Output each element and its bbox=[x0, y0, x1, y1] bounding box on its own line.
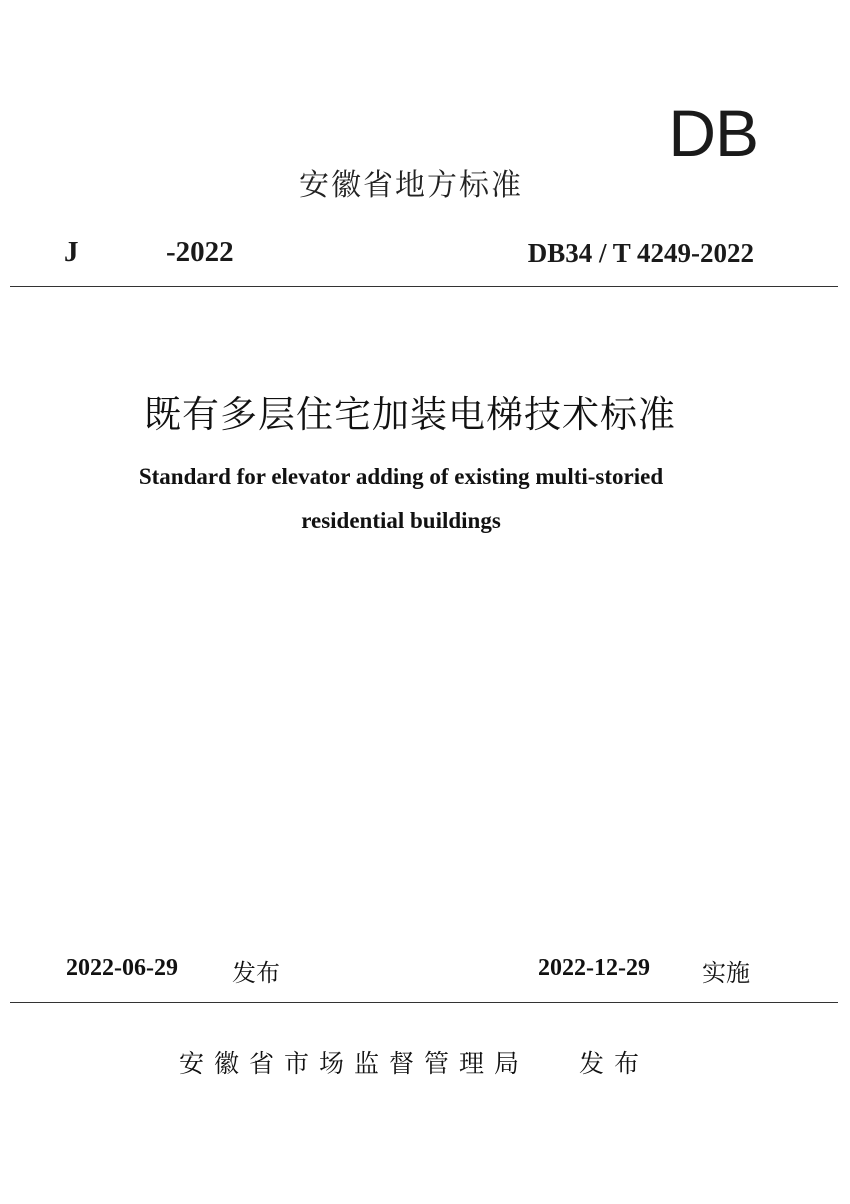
issue-date: 2022-06-29 bbox=[66, 955, 178, 981]
filing-number-prefix: J bbox=[64, 236, 79, 268]
standard-code: DB34 / T 4249-2022 bbox=[527, 238, 754, 268]
implement-label: 实施 bbox=[702, 959, 750, 987]
title-english-line-1: Standard for elevator adding of existing multi-storied bbox=[138, 464, 664, 489]
db-standard-mark: DB bbox=[668, 96, 758, 170]
standard-type-heading: 安徽省地方标准 bbox=[299, 168, 523, 203]
top-divider bbox=[10, 286, 838, 287]
bottom-divider bbox=[10, 1002, 838, 1003]
title-chinese: 既有多层住宅加装电梯技术标准 bbox=[144, 393, 676, 436]
title-english-line-2: residential buildings bbox=[301, 508, 501, 533]
issuing-action: 发布 bbox=[579, 1049, 650, 1078]
implement-date: 2022-12-29 bbox=[538, 955, 650, 981]
filing-number-year: -2022 bbox=[166, 236, 234, 268]
issuing-authority: 安徽省市场监督管理局 bbox=[179, 1049, 530, 1078]
issue-label: 发布 bbox=[232, 959, 280, 987]
